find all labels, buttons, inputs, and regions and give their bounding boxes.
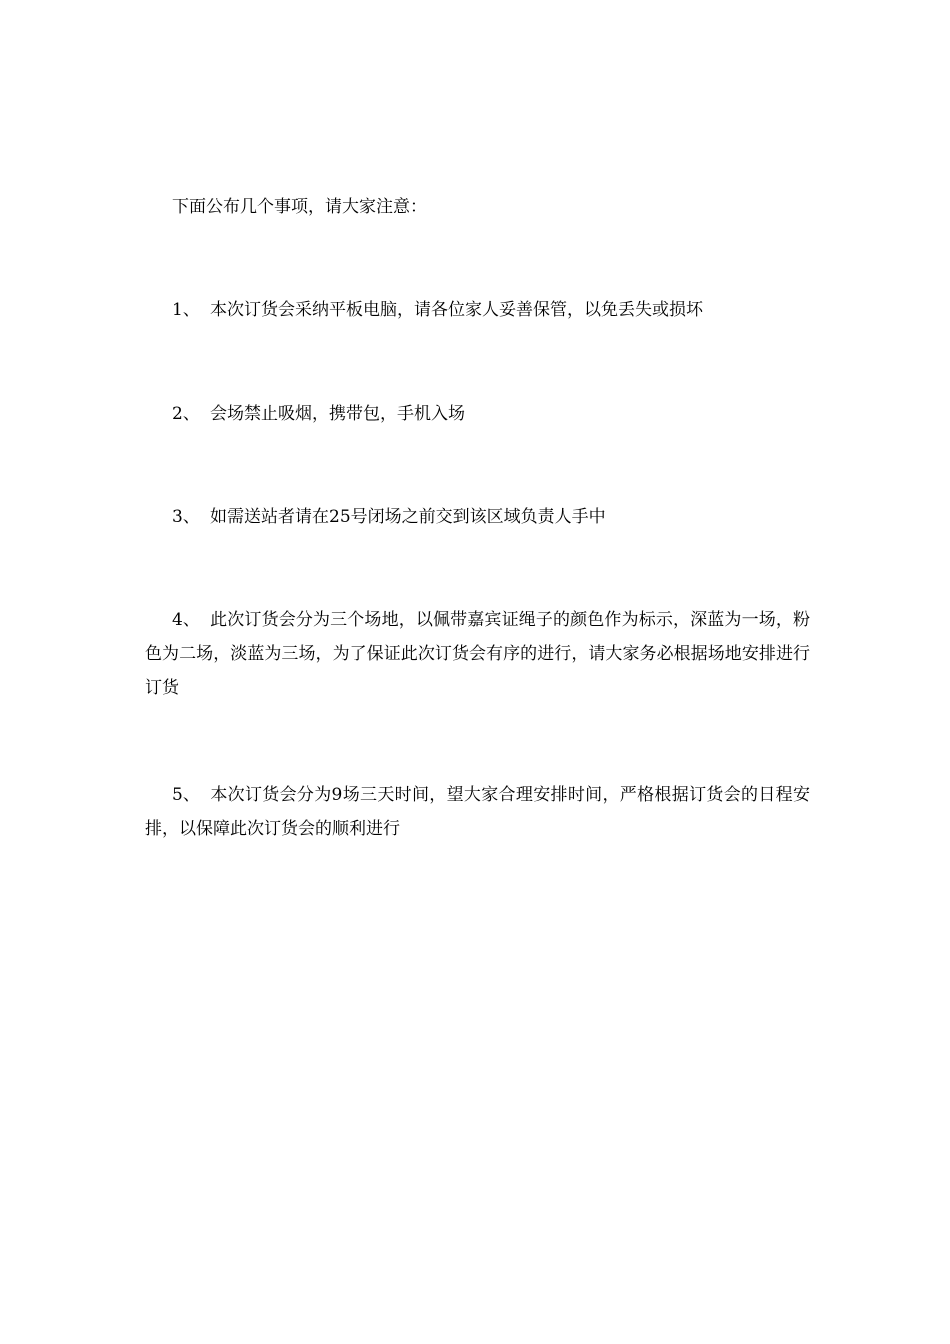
item-number: 4、 (172, 610, 200, 630)
item-number: 5、 (172, 785, 200, 805)
item-number: 2、 (172, 404, 200, 424)
item-text: 此次订货会分为三个场地，以佩带嘉宾证绳子的颜色作为标示，深蓝为一场，粉色为二场，淡蓝为三场，为了保证此次订货会有序的进行，请大家务必根据场地安排进行订货 (145, 610, 810, 698)
intro-text: 下面公布几个事项，请大家注意： (172, 197, 427, 217)
item-text: 本次订货会采纳平板电脑，请各位家人妥善保管，以免丢失或损坏 (210, 300, 703, 320)
list-item-1 (172, 293, 842, 327)
item-text: 如需送站者请在25号闭场之前交到该区域负责人手中 (210, 507, 606, 527)
list-item-2 (172, 397, 842, 431)
item-text: 会场禁止吸烟，携带包，手机入场 (210, 404, 465, 424)
list-item-4 (145, 603, 810, 705)
item-number: 3、 (172, 507, 200, 527)
list-item-5 (145, 778, 810, 846)
list-item-3 (172, 500, 842, 534)
item-text: 本次订货会分为9场三天时间，望大家合理安排时间，严格根据订货会的日程安排，以保障此次订货会的顺利进行 (145, 785, 810, 839)
item-number: 1、 (172, 300, 200, 320)
